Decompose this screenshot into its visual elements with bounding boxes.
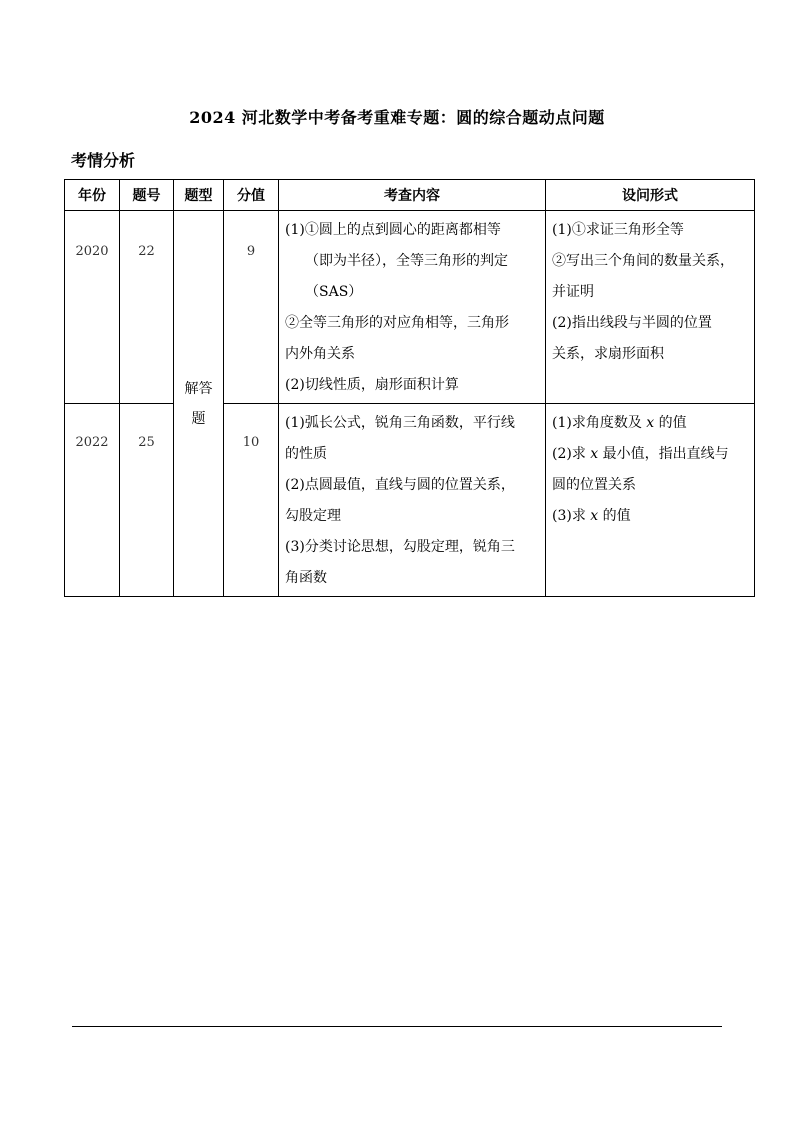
form-text: 的值 xyxy=(598,508,631,524)
variable-x: x xyxy=(590,446,599,462)
content-line: （SAS） xyxy=(305,284,363,300)
cell-form xyxy=(546,211,755,404)
form-line: 圆的位置关系 xyxy=(552,477,636,493)
header-score: 分值 xyxy=(224,180,279,211)
variable-x: x xyxy=(590,508,599,524)
content-line: 角函数 xyxy=(285,570,327,586)
cell-year: 2022 xyxy=(65,404,120,597)
form-text: (1)求角度数及 xyxy=(552,415,647,431)
content-line: 勾股定理 xyxy=(285,508,341,524)
cell-question-type xyxy=(174,211,224,597)
section-heading: 考情分析 xyxy=(71,151,136,170)
question-type-label: 解答题 xyxy=(184,380,213,427)
cell-number: 22 xyxy=(120,211,174,404)
header-content: 考查内容 xyxy=(279,180,546,211)
cell-content xyxy=(279,211,546,404)
cell-score: 10 xyxy=(224,404,279,597)
content-line: (1)①圆上的点到圆心的距离都相等 xyxy=(285,222,501,238)
form-line: 关系，求扇形面积 xyxy=(552,346,664,362)
header-type: 题型 xyxy=(174,180,224,211)
form-line xyxy=(552,408,750,439)
form-line: (1)①求证三角形全等 xyxy=(552,222,684,238)
content-line: (2)点圆最值，直线与圆的位置关系， xyxy=(285,477,515,493)
analysis-table xyxy=(64,179,755,597)
content-line: 内外角关系 xyxy=(285,346,355,362)
form-text: 的值 xyxy=(654,415,687,431)
form-text: (2)求 xyxy=(552,446,591,462)
content-line: 的性质 xyxy=(285,446,327,462)
content-line: (1)弧长公式，锐角三角函数，平行线 xyxy=(285,415,515,431)
form-text: 最小值，指出直线与 xyxy=(598,446,729,462)
cell-form xyxy=(546,404,755,597)
form-line xyxy=(552,439,750,470)
header-year: 年份 xyxy=(65,180,120,211)
header-number: 题号 xyxy=(120,180,174,211)
cell-score: 9 xyxy=(224,211,279,404)
table-row xyxy=(65,211,755,404)
form-text: (3)求 xyxy=(552,508,591,524)
content-line: ②全等三角形的对应角相等，三角形 xyxy=(285,315,509,331)
cell-number: 25 xyxy=(120,404,174,597)
document-title: 2024 河北数学中考备考重难专题：圆的综合题动点问题 xyxy=(189,108,605,127)
form-line xyxy=(552,501,750,532)
header-form: 设问形式 xyxy=(546,180,755,211)
form-line: (2)指出线段与半圆的位置 xyxy=(552,315,712,331)
cell-content xyxy=(279,404,546,597)
footer-divider xyxy=(72,1026,722,1027)
form-line: ②写出三个角间的数量关系， xyxy=(552,253,734,269)
table-row xyxy=(65,404,755,597)
content-line: (2)切线性质，扇形面积计算 xyxy=(285,377,459,393)
content-line: (3)分类讨论思想，勾股定理，锐角三 xyxy=(285,539,515,555)
variable-x: x xyxy=(646,415,655,431)
cell-year: 2020 xyxy=(65,211,120,404)
form-line: 并证明 xyxy=(552,284,594,300)
table-header-row xyxy=(65,180,755,211)
content-line: （即为半径），全等三角形的判定 xyxy=(305,253,508,269)
